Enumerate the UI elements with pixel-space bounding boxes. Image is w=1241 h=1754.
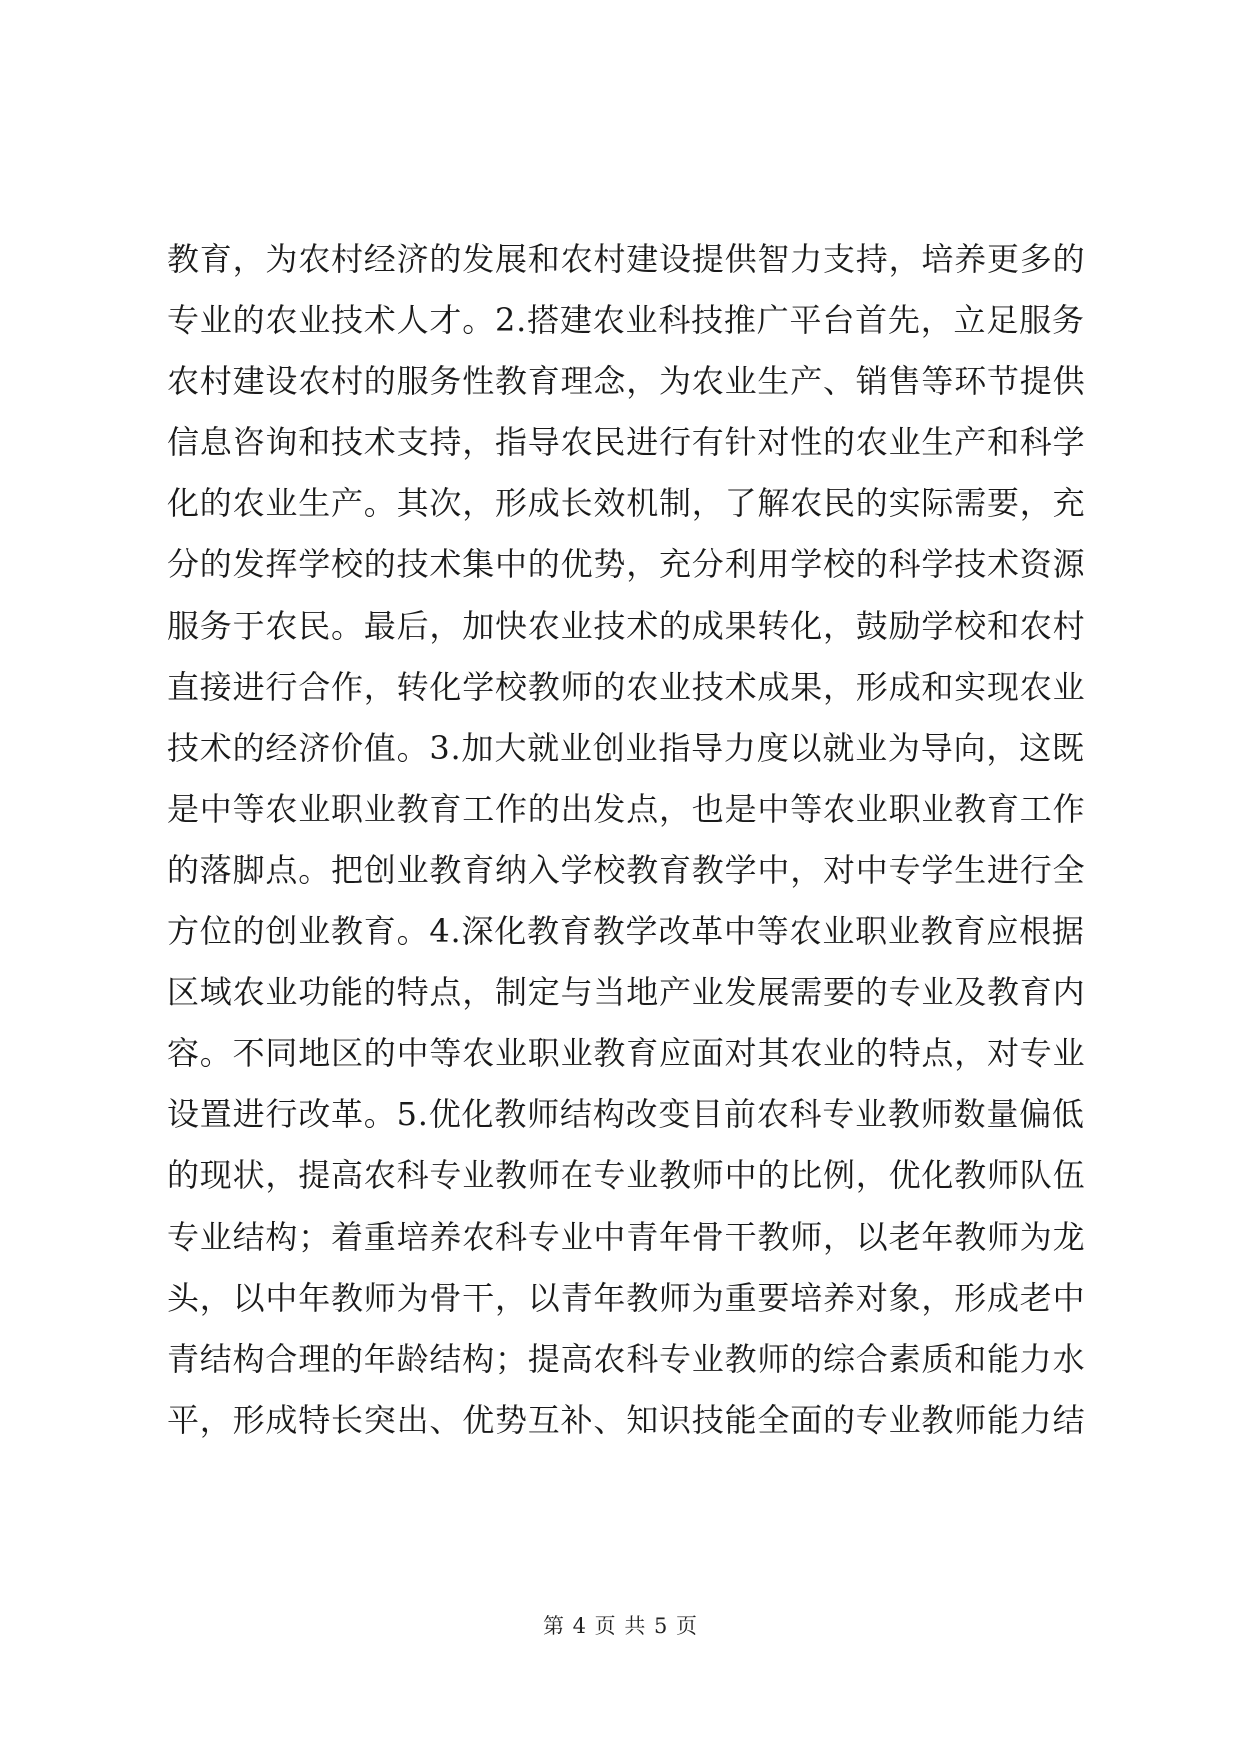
text-line: 是中等农业职业教育工作的出发点，也是中等农业职业教育工作 (167, 789, 1086, 828)
text-line: 教育，为农村经济的发展和农村建设提供智力支持，培养更多的 (167, 240, 1086, 278)
text-line: 方位的创业教育。4.深化教育教学改革中等农业职业教育应根据 (167, 912, 1085, 951)
text-line: 农村建设农村的服务性教育理念，为农业生产、销售等环节提供 (167, 362, 1086, 401)
text-line: 的现状，提高农科专业教师在专业教师中的比例，优化教师队伍 (167, 1156, 1086, 1195)
text-line: 分的发挥学校的技术集中的优势，充分利用学校的科学技术资源 (167, 545, 1086, 584)
text-line: 容。不同地区的中等农业职业教育应面对其农业的特点，对专业 (167, 1034, 1086, 1073)
text-line: 青结构合理的年龄结构；提高农科专业教师的综合素质和能力水 (167, 1339, 1086, 1378)
text-line: 的落脚点。把创业教育纳入学校教育教学中，对中专学生进行全 (167, 850, 1086, 889)
text-line: 信息咨询和技术支持，指导农民进行有针对性的农业生产和科学 (167, 423, 1086, 462)
text-line: 平，形成特长突出、优势互补、知识技能全面的专业教师能力结 (167, 1400, 1086, 1439)
body-text (167, 229, 1087, 1451)
text-line: 直接进行合作，转化学校教师的农业技术成果，形成和实现农业 (167, 667, 1086, 706)
text-line: 区域农业功能的特点，制定与当地产业发展需要的专业及教育内 (167, 973, 1086, 1012)
page-footer: 第 4 页 共 5 页 (542, 1614, 699, 1638)
text-line: 专业的农业技术人才。2.搭建农业科技推广平台首先，立足服务 (167, 301, 1085, 340)
text-line: 专业结构；着重培养农科专业中青年骨干教师，以老年教师为龙 (167, 1217, 1086, 1256)
text-line: 技术的经济价值。3.加大就业创业指导力度以就业为导向，这既 (167, 728, 1085, 767)
text-line: 服务于农民。最后，加快农业技术的成果转化，鼓励学校和农村 (167, 606, 1086, 645)
text-line: 化的农业生产。其次，形成长效机制，了解农民的实际需要，充 (167, 484, 1086, 523)
text-line: 设置进行改革。5.优化教师结构改变目前农科专业教师数量偏低 (167, 1095, 1085, 1134)
text-line: 头，以中年教师为骨干，以青年教师为重要培养对象，形成老中 (167, 1278, 1086, 1317)
